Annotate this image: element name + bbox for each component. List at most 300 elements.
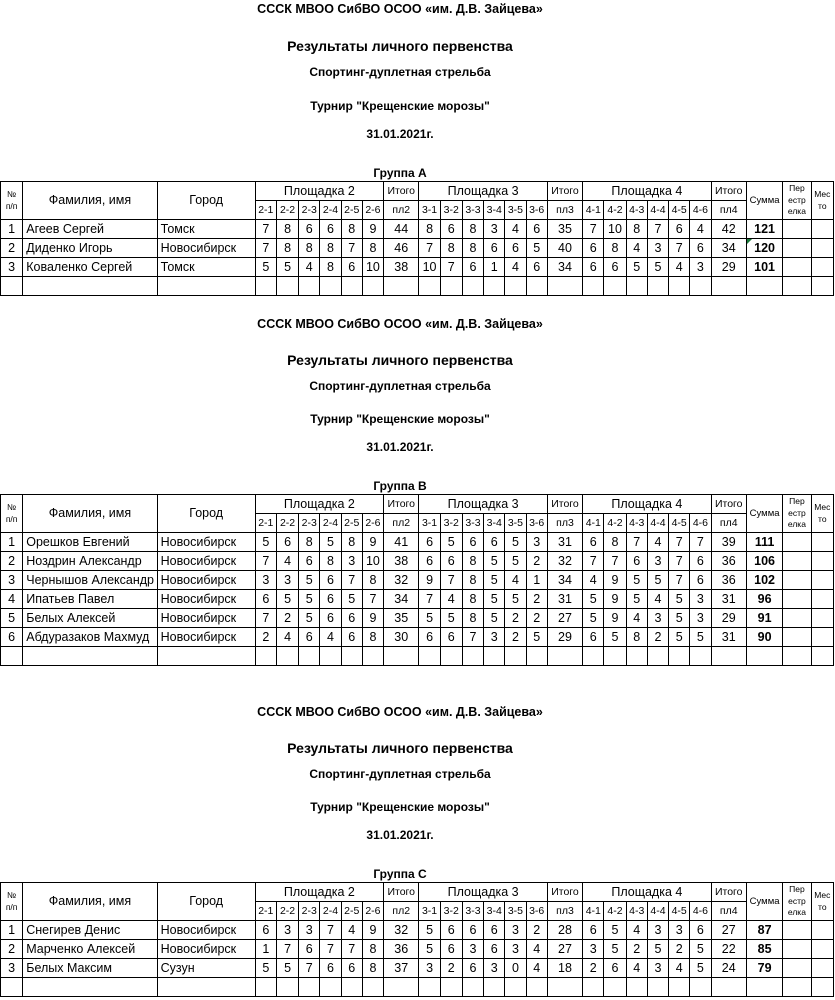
sum-cell: 106 <box>746 552 782 571</box>
total-cell: 44 <box>384 220 419 239</box>
empty-cell <box>746 647 782 666</box>
header-row <box>1 182 834 201</box>
score-cell: 5 <box>484 590 505 609</box>
score-cell: 5 <box>690 959 711 978</box>
total-cell: 27 <box>547 609 582 628</box>
score-cell: 1 <box>484 258 505 277</box>
score-cell: 6 <box>583 921 604 940</box>
total-cell: 34 <box>384 590 419 609</box>
empty-cell <box>626 277 647 296</box>
score-cell: 3 <box>505 940 526 959</box>
row-number: 6 <box>1 628 23 647</box>
empty-cell <box>583 277 604 296</box>
place-header: Мес то <box>811 495 833 533</box>
total-cell: 24 <box>711 959 746 978</box>
itogo-header: Итого <box>547 495 582 514</box>
score-cell: 2 <box>505 628 526 647</box>
score-cell: 8 <box>362 940 383 959</box>
sub-header-4-3: 4-3 <box>626 201 647 220</box>
empty-cell <box>604 647 626 666</box>
score-cell: 9 <box>419 571 440 590</box>
sub-header-2-5: 2-5 <box>341 902 362 921</box>
score-cell: 5 <box>690 628 711 647</box>
athlete-name: Белых Алексей <box>23 609 157 628</box>
score-cell: 3 <box>647 921 668 940</box>
score-cell: 5 <box>484 552 505 571</box>
score-cell: 9 <box>604 609 626 628</box>
shootoff-cell <box>783 533 811 552</box>
num-top: № <box>7 189 17 200</box>
row-number: 3 <box>1 959 23 978</box>
score-cell: 5 <box>299 590 320 609</box>
score-cell: 5 <box>669 628 690 647</box>
score-cell: 3 <box>647 552 668 571</box>
score-cell: 5 <box>276 590 298 609</box>
total-cell: 35 <box>384 609 419 628</box>
header-row <box>1 883 834 902</box>
score-cell: 6 <box>526 258 547 277</box>
sub-header-3-3: 3-3 <box>462 514 483 533</box>
athlete-name: Орешков Евгений <box>23 533 157 552</box>
score-cell: 5 <box>419 609 440 628</box>
total-cell: 31 <box>547 533 582 552</box>
score-cell: 2 <box>255 628 276 647</box>
row-number: 3 <box>1 571 23 590</box>
empty-cell <box>157 277 255 296</box>
empty-cell <box>1 277 23 296</box>
score-cell: 2 <box>647 628 668 647</box>
empty-row <box>1 978 834 997</box>
sum-cell: 85 <box>746 940 782 959</box>
empty-cell <box>604 277 626 296</box>
score-cell: 7 <box>583 552 604 571</box>
sub-header-2-3: 2-3 <box>299 201 320 220</box>
total-cell: 36 <box>711 552 746 571</box>
total-cell: 29 <box>711 258 746 277</box>
score-cell: 0 <box>505 959 526 978</box>
sub-header-4-6: 4-6 <box>690 902 711 921</box>
score-cell: 2 <box>440 959 462 978</box>
results-table <box>0 181 834 296</box>
table-row <box>1 220 834 239</box>
score-cell: 6 <box>320 571 341 590</box>
sub-header-2-4: 2-4 <box>320 902 341 921</box>
score-cell: 8 <box>419 220 440 239</box>
score-cell: 8 <box>626 220 647 239</box>
score-cell: 7 <box>440 258 462 277</box>
score-cell: 7 <box>647 220 668 239</box>
score-cell: 7 <box>440 571 462 590</box>
score-cell: 9 <box>362 609 383 628</box>
score-cell: 5 <box>505 590 526 609</box>
empty-cell <box>669 277 690 296</box>
empty-cell <box>299 978 320 997</box>
sub-header-2-2: 2-2 <box>276 514 298 533</box>
score-cell: 5 <box>276 258 298 277</box>
score-cell: 5 <box>604 921 626 940</box>
total-cell: 22 <box>711 940 746 959</box>
tournament-title: Турнир "Крещенские морозы" <box>310 99 490 113</box>
row-number: 3 <box>1 258 23 277</box>
sub-header-3-6: 3-6 <box>526 514 547 533</box>
score-cell: 5 <box>255 258 276 277</box>
empty-cell <box>320 647 341 666</box>
score-cell: 6 <box>440 921 462 940</box>
pad4-header: Площадка 4 <box>583 495 711 514</box>
score-cell: 9 <box>362 220 383 239</box>
results-title: Результаты личного первенства <box>287 740 513 756</box>
sub-header-3-5: 3-5 <box>505 902 526 921</box>
pad2-header: Площадка 2 <box>255 883 383 902</box>
score-cell: 8 <box>440 239 462 258</box>
shootoff-cell <box>783 552 811 571</box>
total-cell: 41 <box>384 533 419 552</box>
sub-header-4-4: 4-4 <box>647 514 668 533</box>
score-cell: 3 <box>647 239 668 258</box>
num-bottom: п/п <box>5 901 18 912</box>
score-cell: 6 <box>462 921 483 940</box>
sub-header-2-5: 2-5 <box>341 514 362 533</box>
score-cell: 2 <box>276 609 298 628</box>
score-cell: 4 <box>669 959 690 978</box>
empty-cell <box>362 647 383 666</box>
score-cell: 6 <box>462 959 483 978</box>
place-cell <box>811 552 833 571</box>
tournament-title: Турнир "Крещенские морозы" <box>310 412 490 426</box>
score-cell: 8 <box>604 239 626 258</box>
score-cell: 6 <box>320 959 341 978</box>
score-cell: 3 <box>484 220 505 239</box>
athlete-name: Снегирев Денис <box>23 921 157 940</box>
score-cell: 3 <box>462 940 483 959</box>
total-cell: 36 <box>384 940 419 959</box>
score-cell: 8 <box>604 533 626 552</box>
score-cell: 4 <box>647 533 668 552</box>
score-cell: 6 <box>484 239 505 258</box>
athlete-city: Новосибирск <box>157 609 255 628</box>
athlete-city: Новосибирск <box>157 940 255 959</box>
org-header: СССК МВОО СибВО ОСОО «им. Д.В. Зайцева» <box>257 317 543 331</box>
score-cell: 4 <box>299 258 320 277</box>
sub-header-3-6: 3-6 <box>526 201 547 220</box>
score-cell: 5 <box>583 590 604 609</box>
col-city-header: Город <box>157 883 255 921</box>
total-cell: 34 <box>547 571 582 590</box>
empty-cell <box>440 277 462 296</box>
empty-cell <box>505 647 526 666</box>
itogo-header: Итого <box>711 883 746 902</box>
score-cell: 6 <box>299 552 320 571</box>
discipline-title: Спортинг-дуплетная стрельба <box>309 767 491 781</box>
empty-cell <box>505 277 526 296</box>
sum-cell: 96 <box>746 590 782 609</box>
num-bottom: п/п <box>5 513 18 524</box>
empty-cell <box>746 978 782 997</box>
athlete-name: Ипатьев Павел <box>23 590 157 609</box>
sum-header: Сумма <box>746 495 782 533</box>
athlete-city: Новосибирск <box>157 590 255 609</box>
score-cell: 4 <box>626 609 647 628</box>
score-cell: 4 <box>526 940 547 959</box>
itogo-header: Итого <box>711 182 746 201</box>
score-cell: 5 <box>255 959 276 978</box>
sum-header: Сумма <box>746 883 782 921</box>
sub-header-3-4: 3-4 <box>484 201 505 220</box>
score-cell: 6 <box>583 239 604 258</box>
score-cell: 6 <box>320 590 341 609</box>
score-cell: 8 <box>462 609 483 628</box>
empty-cell <box>505 978 526 997</box>
score-cell: 3 <box>690 609 711 628</box>
athlete-city: Новосибирск <box>157 628 255 647</box>
sub-header-3-4: 3-4 <box>484 902 505 921</box>
pl3-header: пл3 <box>547 902 582 921</box>
score-cell: 7 <box>362 590 383 609</box>
sum-cell: 111 <box>746 533 782 552</box>
empty-cell <box>583 647 604 666</box>
shootoff-cell <box>783 609 811 628</box>
score-cell: 7 <box>462 628 483 647</box>
total-cell: 30 <box>384 628 419 647</box>
athlete-city: Новосибирск <box>157 921 255 940</box>
place-header: Мес то <box>811 182 833 220</box>
pl4-header: пл4 <box>711 201 746 220</box>
sub-header-4-5: 4-5 <box>669 514 690 533</box>
score-cell: 3 <box>647 959 668 978</box>
score-cell: 9 <box>362 921 383 940</box>
score-cell: 5 <box>626 258 647 277</box>
shootoff-cell <box>783 959 811 978</box>
empty-cell <box>484 647 505 666</box>
sub-header-4-6: 4-6 <box>690 201 711 220</box>
place-cell <box>811 959 833 978</box>
total-cell: 31 <box>711 628 746 647</box>
sum-cell: 121 <box>746 220 782 239</box>
empty-cell <box>276 978 298 997</box>
empty-cell <box>384 647 419 666</box>
score-cell: 6 <box>440 552 462 571</box>
row-number: 5 <box>1 609 23 628</box>
sub-header-4-5: 4-5 <box>669 201 690 220</box>
sub-header-4-3: 4-3 <box>626 902 647 921</box>
total-cell: 29 <box>711 609 746 628</box>
total-cell: 29 <box>547 628 582 647</box>
sum-cell: 102 <box>746 571 782 590</box>
athlete-name: Чернышов Александр <box>23 571 157 590</box>
score-cell: 10 <box>419 258 440 277</box>
empty-cell <box>157 647 255 666</box>
pad2-header: Площадка 2 <box>255 182 383 201</box>
pad4-header: Площадка 4 <box>583 182 711 201</box>
empty-row <box>1 647 834 666</box>
score-cell: 6 <box>484 533 505 552</box>
score-cell: 6 <box>583 533 604 552</box>
empty-cell <box>669 647 690 666</box>
empty-cell <box>23 647 157 666</box>
place-cell <box>811 921 833 940</box>
col-num-header <box>1 182 23 220</box>
discipline-title: Спортинг-дуплетная стрельба <box>309 379 491 393</box>
sub-header-2-3: 2-3 <box>299 902 320 921</box>
score-cell: 5 <box>419 921 440 940</box>
score-cell: 3 <box>419 959 440 978</box>
row-number: 2 <box>1 552 23 571</box>
total-cell: 37 <box>384 959 419 978</box>
sub-header-2-1: 2-1 <box>255 902 276 921</box>
athlete-name: Абдуразаков Махмуд <box>23 628 157 647</box>
empty-cell <box>690 978 711 997</box>
row-number: 1 <box>1 921 23 940</box>
row-number: 1 <box>1 533 23 552</box>
sub-header-3-1: 3-1 <box>419 514 440 533</box>
total-cell: 38 <box>384 552 419 571</box>
score-cell: 2 <box>626 940 647 959</box>
sub-header-2-1: 2-1 <box>255 514 276 533</box>
score-cell: 7 <box>255 220 276 239</box>
total-cell: 34 <box>711 239 746 258</box>
place-cell <box>811 590 833 609</box>
score-cell: 4 <box>320 628 341 647</box>
sub-header-2-6: 2-6 <box>362 201 383 220</box>
score-cell: 5 <box>669 590 690 609</box>
itogo-header: Итого <box>711 495 746 514</box>
score-cell: 6 <box>440 220 462 239</box>
empty-cell <box>526 277 547 296</box>
score-cell: 9 <box>604 590 626 609</box>
empty-cell <box>341 277 362 296</box>
sub-header-4-1: 4-1 <box>583 201 604 220</box>
sum-cell: 101 <box>746 258 782 277</box>
score-cell: 6 <box>320 220 341 239</box>
col-num-header <box>1 883 23 921</box>
score-cell: 4 <box>647 590 668 609</box>
score-cell: 7 <box>255 552 276 571</box>
empty-cell <box>362 277 383 296</box>
discipline-title: Спортинг-дуплетная стрельба <box>309 65 491 79</box>
score-cell: 7 <box>419 590 440 609</box>
athlete-name: Марченко Алексей <box>23 940 157 959</box>
empty-cell <box>23 277 157 296</box>
score-cell: 2 <box>526 590 547 609</box>
score-cell: 4 <box>276 552 298 571</box>
sub-header-3-1: 3-1 <box>419 201 440 220</box>
score-cell: 7 <box>419 239 440 258</box>
table-row <box>1 959 834 978</box>
empty-cell <box>604 978 626 997</box>
pl2-header: пл2 <box>384 201 419 220</box>
group-label: Группа В <box>373 479 427 493</box>
score-cell: 7 <box>341 571 362 590</box>
score-cell: 6 <box>484 940 505 959</box>
empty-cell <box>711 647 746 666</box>
score-cell: 6 <box>669 220 690 239</box>
shootoff-cell <box>783 258 811 277</box>
sub-header-4-6: 4-6 <box>690 514 711 533</box>
group-label: Группа А <box>373 166 427 180</box>
sub-header-3-5: 3-5 <box>505 201 526 220</box>
score-cell: 5 <box>419 940 440 959</box>
pere-header: Пер естр елка <box>783 495 811 533</box>
score-cell: 6 <box>583 258 604 277</box>
score-cell: 8 <box>462 590 483 609</box>
empty-cell <box>626 647 647 666</box>
place-cell <box>811 609 833 628</box>
score-cell: 5 <box>255 533 276 552</box>
group-label: Группа С <box>373 867 427 881</box>
score-cell: 3 <box>255 571 276 590</box>
pad3-header: Площадка 3 <box>419 182 547 201</box>
pl3-header: пл3 <box>547 514 582 533</box>
empty-cell <box>647 647 668 666</box>
place-cell <box>811 628 833 647</box>
empty-cell <box>320 277 341 296</box>
place-cell <box>811 258 833 277</box>
athlete-name: Коваленко Сергей <box>23 258 157 277</box>
empty-cell <box>1 647 23 666</box>
score-cell: 7 <box>255 239 276 258</box>
score-cell: 5 <box>505 552 526 571</box>
score-cell: 3 <box>690 258 711 277</box>
empty-cell <box>626 978 647 997</box>
sub-header-3-3: 3-3 <box>462 201 483 220</box>
score-cell: 8 <box>626 628 647 647</box>
score-cell: 6 <box>299 628 320 647</box>
sub-header-4-1: 4-1 <box>583 514 604 533</box>
results-table <box>0 882 834 997</box>
itogo-header: Итого <box>547 182 582 201</box>
score-cell: 3 <box>505 921 526 940</box>
empty-cell <box>811 978 833 997</box>
empty-cell <box>419 647 440 666</box>
empty-cell <box>783 978 811 997</box>
score-cell: 6 <box>462 533 483 552</box>
score-cell: 8 <box>320 258 341 277</box>
sub-header-3-3: 3-3 <box>462 902 483 921</box>
empty-cell <box>299 647 320 666</box>
score-cell: 5 <box>669 609 690 628</box>
sub-header-2-6: 2-6 <box>362 902 383 921</box>
sub-header-3-4: 3-4 <box>484 514 505 533</box>
empty-cell <box>255 647 276 666</box>
empty-cell <box>547 277 582 296</box>
score-cell: 2 <box>505 609 526 628</box>
empty-cell <box>23 978 157 997</box>
table-row <box>1 239 834 258</box>
table-row <box>1 940 834 959</box>
pl4-header: пл4 <box>711 514 746 533</box>
col-city-header: Город <box>157 495 255 533</box>
empty-cell <box>547 647 582 666</box>
score-cell: 3 <box>299 921 320 940</box>
athlete-city: Новосибирск <box>157 552 255 571</box>
score-cell: 9 <box>362 533 383 552</box>
sum-cell: 120 <box>746 239 782 258</box>
empty-cell <box>783 277 811 296</box>
score-cell: 8 <box>462 552 483 571</box>
sub-header-2-3: 2-3 <box>299 514 320 533</box>
score-cell: 8 <box>362 628 383 647</box>
athlete-name: Диденко Игорь <box>23 239 157 258</box>
num-bottom: п/п <box>5 200 18 211</box>
score-cell: 4 <box>626 239 647 258</box>
score-cell: 8 <box>320 239 341 258</box>
empty-cell <box>276 277 298 296</box>
shootoff-cell <box>783 590 811 609</box>
col-city-header: Город <box>157 182 255 220</box>
empty-cell <box>440 647 462 666</box>
sub-header-4-2: 4-2 <box>604 514 626 533</box>
score-cell: 5 <box>526 628 547 647</box>
